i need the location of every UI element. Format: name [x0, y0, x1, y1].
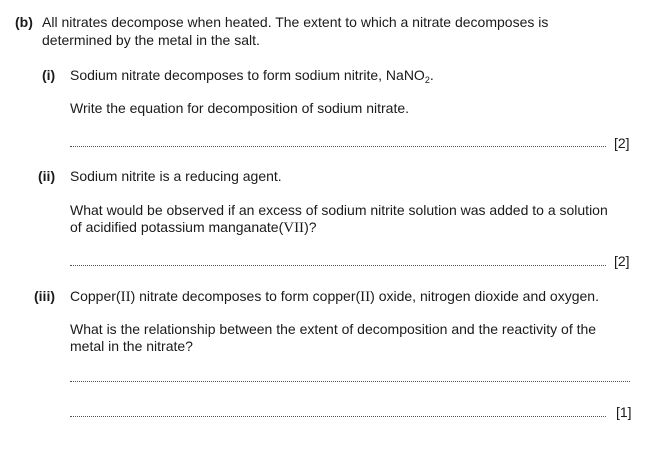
question-ii-prompt-line2-text: of acidified potassium manganate( — [70, 219, 284, 235]
question-ii-statement: Sodium nitrite is a reducing agent. — [70, 168, 282, 184]
question-ii-prompt-line1: What would be observed if an excess of sodium nitrite solution was added to a solution — [70, 202, 608, 218]
part-b-intro-line1: All nitrates decompose when heated. The extent to which a nitrate decomposes is — [42, 14, 549, 30]
marks-iii: [1] — [616, 404, 632, 420]
question-i-statement-text: Sodium nitrate decomposes to form sodium nitrite, NaNO — [70, 67, 425, 83]
question-ii-prompt-line2 — [70, 218, 317, 237]
question-i-prompt: Write the equation for decomposition of sodium nitrate. — [70, 100, 410, 116]
part-b-label: (b) — [15, 14, 33, 30]
question-iii-statement-start: Copper( — [70, 288, 121, 304]
answer-line-iii-1[interactable] — [70, 381, 630, 382]
marks-ii: [2] — [614, 253, 630, 269]
question-i-statement — [70, 66, 434, 84]
question-i-subscript: 2 — [424, 75, 430, 85]
question-i-label: (i) — [42, 67, 56, 83]
answer-line-iii-2[interactable] — [70, 416, 606, 417]
answer-line-i[interactable] — [70, 146, 606, 147]
marks-i: [2] — [614, 135, 630, 151]
question-iii-prompt-line2: metal in the nitrate? — [70, 338, 193, 354]
question-iii-statement-end: ) oxide, nitrogen dioxide and oxygen. — [370, 288, 599, 304]
question-iii-statement-mid: ) nitrate decomposes to form copper( — [130, 288, 361, 304]
question-ii-prompt-line2-end: )? — [304, 219, 317, 235]
question-iii-label: (iii) — [34, 288, 55, 304]
roman-numeral-ii: II — [120, 289, 131, 305]
question-ii-label: (ii) — [38, 168, 56, 184]
roman-numeral-vii: VII — [283, 220, 305, 236]
question-iii-statement — [70, 287, 599, 306]
answer-line-ii[interactable] — [70, 265, 606, 266]
question-iii-prompt-line1: What is the relationship between the extent of decomposition and the reactivity of the — [70, 321, 597, 337]
roman-numeral-ii-second: II — [360, 289, 371, 305]
question-i-statement-end: . — [429, 67, 434, 83]
part-b-intro-line2: determined by the metal in the salt. — [42, 32, 260, 48]
